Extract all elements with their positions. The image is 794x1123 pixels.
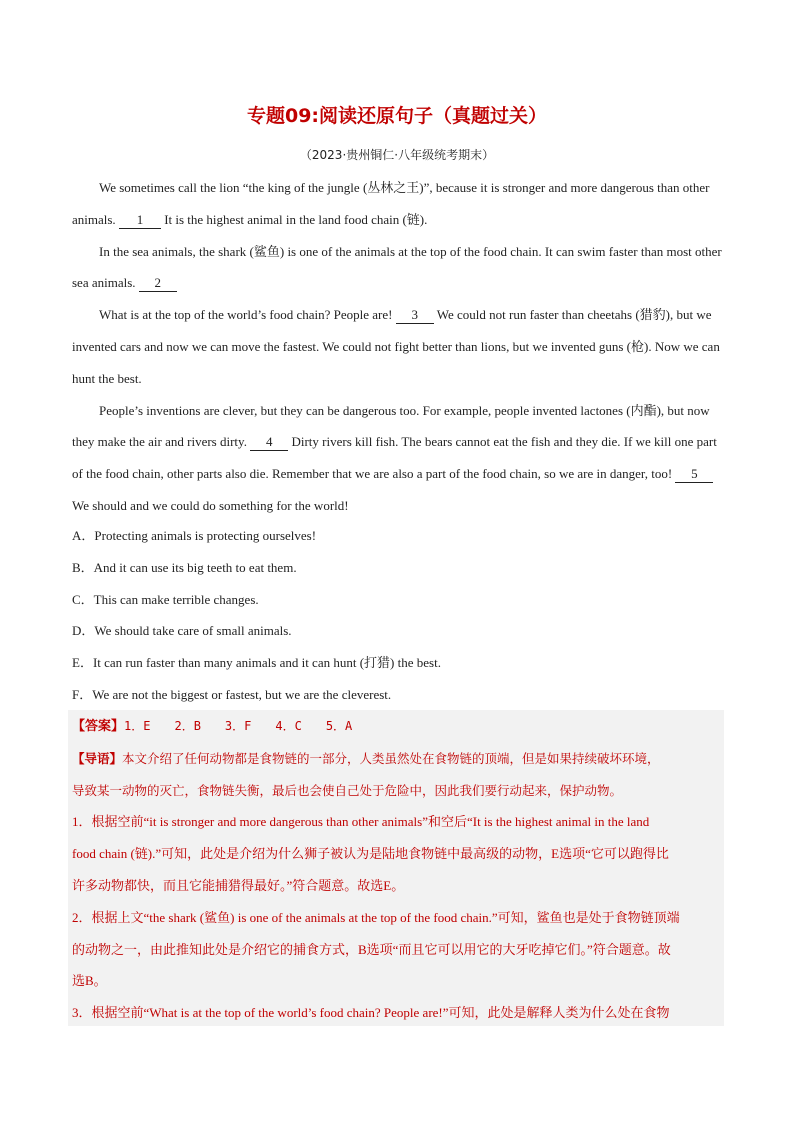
reading-passage: [72, 172, 724, 522]
explanation-1-line-3: 许多动物都快，而且它能捕猎得最好。”符合题意。故选E。: [72, 877, 405, 893]
explanation-2-line-3: 选B。: [72, 973, 107, 989]
blank-4: 4: [250, 434, 288, 451]
explanation-1-line-2: food chain (链).”可知，此处是介绍为什么狮子被认为是陆地食物链中最高级的动物，E选项“它可以跑得比: [72, 846, 669, 862]
explanation-2-line-2: 的动物之一，由此推知此处是介绍它的捕食方式，B选项“而且它可以用它的大牙吃掉它们。”符合题意。故: [72, 941, 671, 957]
passage-paragraph-3: What is at the top of the world’s food chain? People are! 3 We could not run faster than cheetahs (猎豹), but we invented cars and now we can move the fastest. We could not fight better than lions, but we invented guns (枪). Now we can hunt the best.: [72, 307, 720, 386]
passage-paragraph-4: People’s inventions are clever, but they can be dangerous too. For example, people invented lactones (内酯), but now they make the air and rivers dirty. 4 Dirty rivers kill fish. The bears cannot eat the fish and they die. If we kill one part of the food chain, other parts also die. Remember that we are also a part of the food chain, so we are in danger, too! 5 We should and we could do something for the world!: [72, 402, 717, 513]
option-c: C．This can make terrible changes.: [72, 591, 259, 607]
blank-3: 3: [396, 307, 434, 324]
guide-line-2: 导致某一动物的灭亡，食物链失衡，最后也会使自己处于危险中，因此我们要行动起来，保护动物。: [72, 782, 623, 798]
option-e: E．It can run faster than many animals and it can hunt (打猎) the best.: [72, 655, 441, 671]
option-f: F．We are not the biggest or fastest, but we are the cleverest.: [72, 686, 392, 702]
answer-keys-line: [72, 710, 720, 743]
blank-1: 1: [119, 212, 161, 229]
option-a: A．Protecting animals is protecting ourselves!: [72, 528, 317, 543]
explanation-1-line-1: 1．根据空前“it is stronger and more dangerous than other animals”和空后“It is the highest animal in the land: [72, 814, 650, 830]
answer-tag: 【答案】: [72, 719, 125, 734]
blank-2: 2: [139, 275, 177, 292]
blank-5: 5: [675, 466, 713, 483]
answer-options: [72, 520, 724, 711]
question-source: （2023·贵州铜仁·八年级统考期末）: [299, 148, 495, 162]
page-title: 专题09:阅读还原句子（真题过关）: [246, 105, 548, 127]
passage-paragraph-2: In the sea animals, the shark (鲨鱼) is one of the animals at the top of the food chain. It can swim faster than most other sea animals. 2: [72, 243, 722, 291]
option-d: D．We should take care of small animals.: [72, 623, 292, 639]
explanation-3-line-1: 3．根据空前“What is at the top of the world’s food chain? People are!”可知，此处是解释人类为什么处在食物: [72, 1005, 670, 1021]
explanation-2-line-1: 2．根据上文“the shark (鲨鱼) is one of the animals at the top of the food chain.”可知，鲨鱼也是处于食物链顶端: [72, 909, 680, 925]
answer-keys: 1．E 2．B 3．F 4．C 5．A: [124, 719, 353, 733]
guide-tag: 【导语】: [72, 750, 123, 766]
answer-section: [72, 710, 720, 1029]
passage-paragraph-1: We sometimes call the lion “the king of the jungle (丛林之王)”, because it is stronger and more dangerous than other animals. 1 It is the highest animal in the land food chain (链).: [72, 180, 710, 227]
guide-line-1: 【导语】本文介绍了任何动物都是食物链的一部分，人类虽然处在食物链的顶端，但是如果持续破坏环境，: [72, 750, 660, 766]
option-b: B．And it can use its big teeth to eat them.: [72, 559, 297, 575]
